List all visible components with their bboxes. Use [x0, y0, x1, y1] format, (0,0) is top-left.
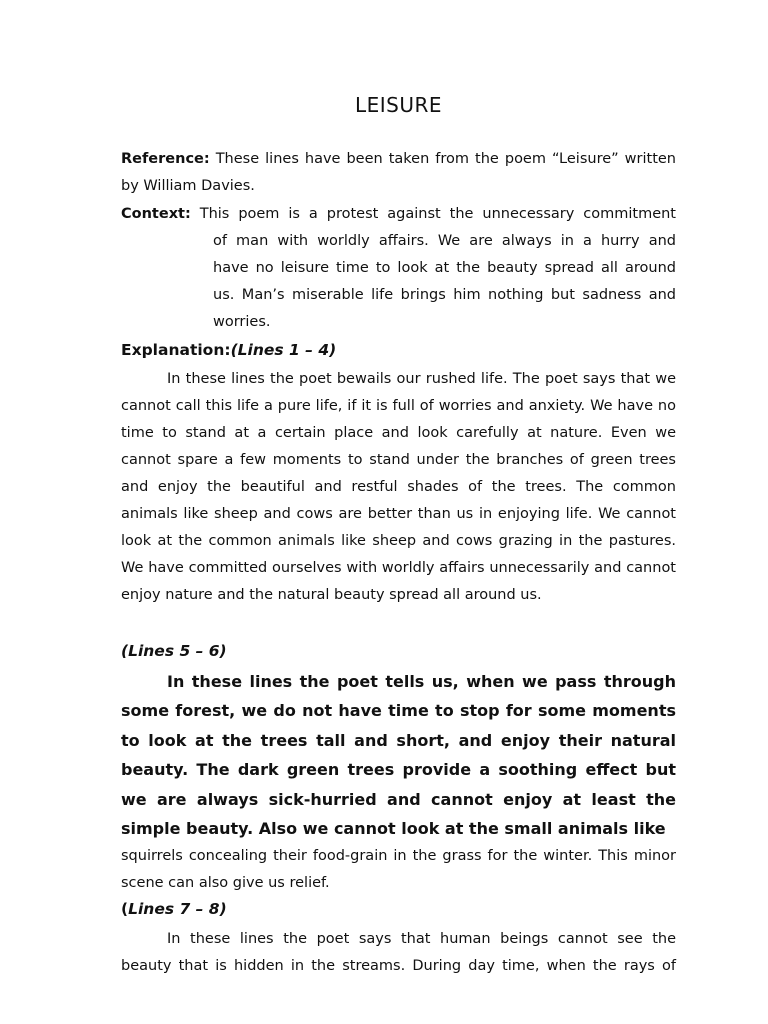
context-label: Context:: [121, 206, 191, 222]
lines-7-8-heading: [121, 900, 227, 918]
context-first-line: [121, 201, 676, 228]
lines-7-8-heading-text: Lines 7 – 8): [128, 900, 227, 918]
lines-5-6-continuation: squirrels concealing their food-grain in the grass for the winter. This minor scene can also give us relief.: [121, 848, 676, 891]
context-line-1: This poem is a protest against the unnecessary commitment: [199, 206, 676, 222]
explanation-paragraph: In these lines the poet bewails our rushed life. The poet says that we cannot call this life a pure life, if it is full of worries and anxiety. We have no time to stand at a certain place and look carefully at nature. Even we cannot spare a few moments to stand under the branches of green trees and enjoy the beautiful and restful shades of the trees. The common animals like sheep and cows are better than us in enjoying life. We cannot look at the common animals like sheep and cows grazing in the pastures. We have committed ourselves with worldly affairs unnecessarily and cannot enjoy nature and the natural beauty spread all around us.: [121, 371, 676, 603]
explanation-label: Explanation:: [121, 341, 231, 359]
reference-label: Reference:: [121, 151, 210, 167]
lines-5-6-heading-text: (Lines 5 – 6): [121, 642, 227, 660]
page-title: LEISURE: [354, 93, 443, 117]
reference-text: These lines have been taken from the poem “Leisure” written by William Davies.: [121, 151, 676, 194]
context-line-2: of man with worldly affairs. We are always in a hurry and: [213, 233, 676, 249]
explanation-range: (Lines 1 – 4): [230, 341, 337, 359]
context-body: [213, 228, 676, 336]
explanation-heading: [121, 341, 336, 359]
context-line-3: have no leisure time to look at the beauty spread all around: [213, 260, 676, 276]
lines-5-6-heading: [121, 642, 227, 660]
reference-paragraph: [121, 146, 676, 200]
context-line-4: us. Man’s miserable life brings him nothing but sadness and: [213, 287, 676, 303]
context-line-5: worries.: [213, 314, 271, 330]
lines-7-8-heading-paren: (: [121, 900, 129, 918]
lines-7-8-paragraph: In these lines the poet says that human beings cannot see the beauty that is hidden in the streams. During day time, when the rays of: [121, 931, 676, 974]
lines-5-6-paragraph: In these lines the poet tells us, when we pass through some forest, we do not have time to stop for some moments to look at the trees tall and short, and enjoy their natural beauty. The dark green trees provide a soothing effect but we are always sick-hurried and cannot enjoy at least the simple beauty. Also we cannot look at the small animals like: [121, 672, 676, 839]
